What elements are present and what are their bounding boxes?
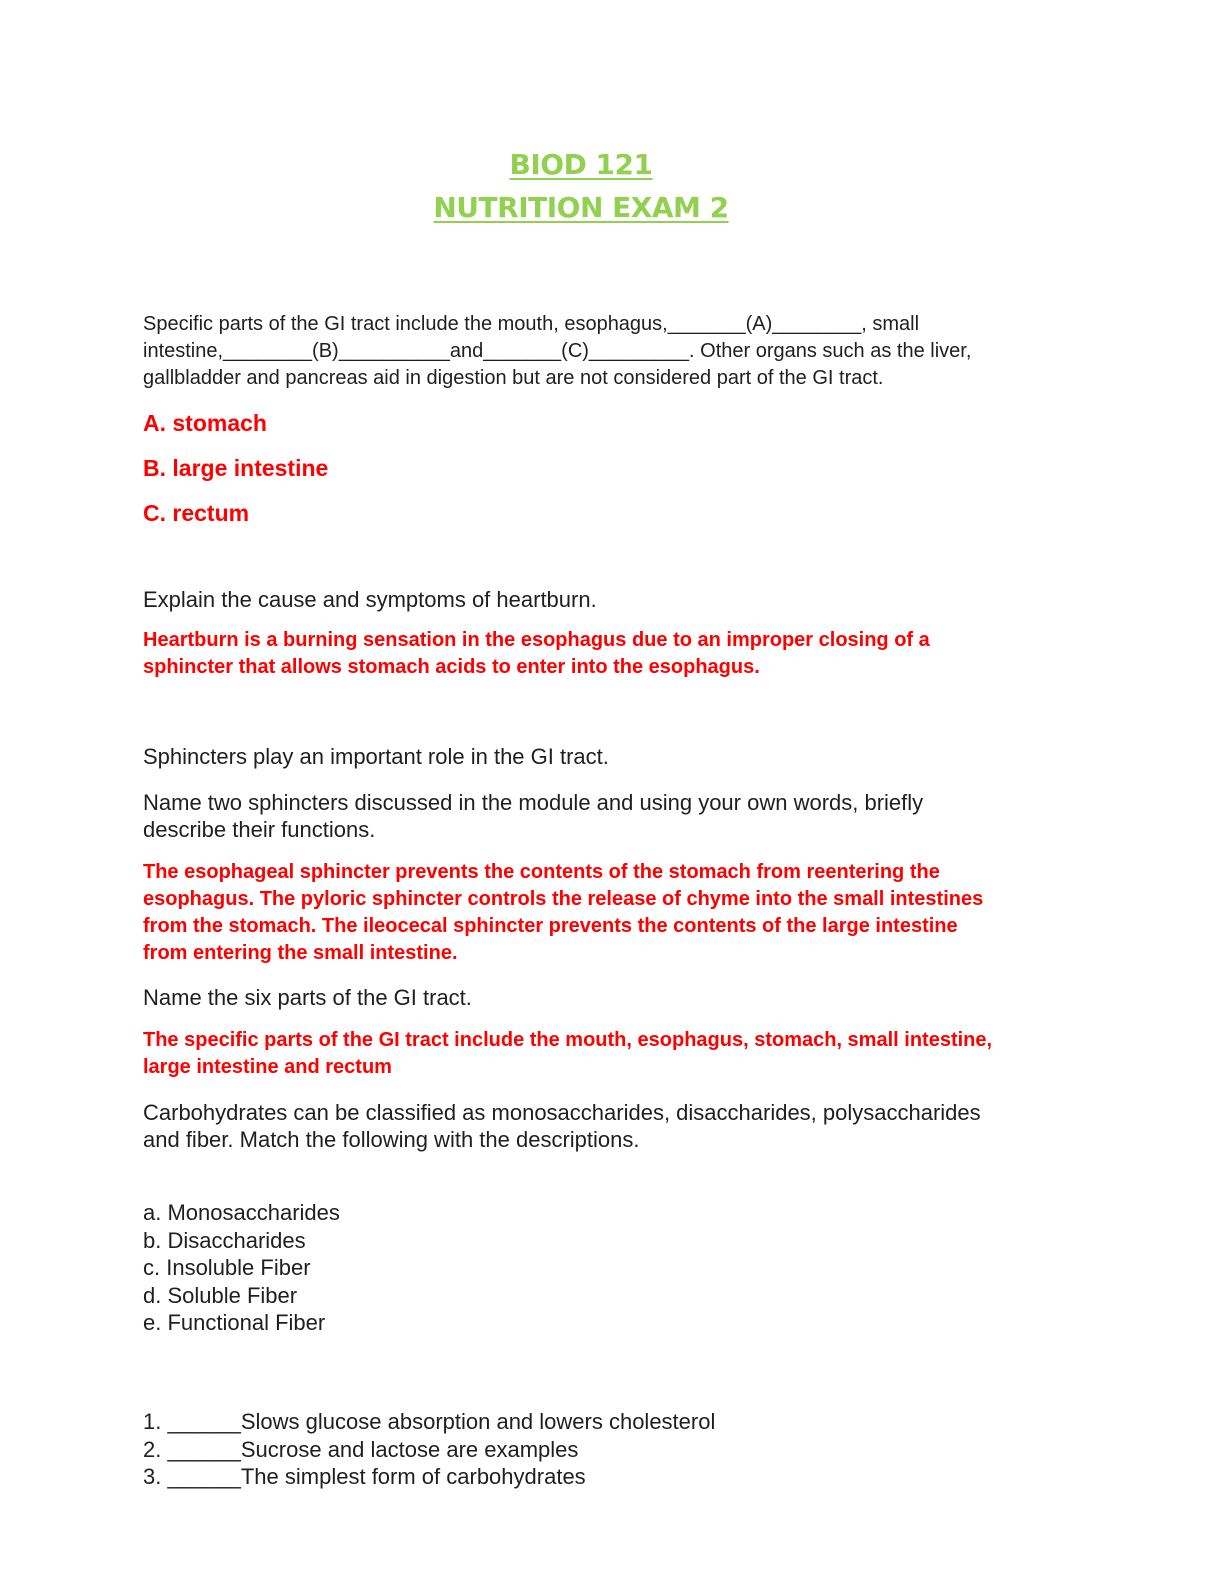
question-1-line: gallbladder and pancreas aid in digestion but are not considered part of the GI tract.	[143, 367, 884, 389]
question-5-line: and fiber. Match the following with the descriptions.	[143, 1127, 640, 1152]
match-item: 3. ______The simplest form of carbohydrates	[143, 1464, 586, 1489]
matching-items	[143, 1408, 715, 1491]
answer-c: C. rectum	[143, 500, 250, 526]
answer-3-line: from entering the small intestine.	[143, 942, 458, 964]
answer-a: A. stomach	[143, 410, 267, 436]
answer-4-line: The specific parts of the GI tract include the mouth, esophagus, stomach, small intestine,	[143, 1029, 993, 1051]
question-4-text: Name the six parts of the GI tract.	[143, 985, 472, 1010]
option-item: c. Insoluble Fiber	[143, 1255, 311, 1280]
exam-title: NUTRITION EXAM 2	[433, 191, 729, 224]
question-3-line: Name two sphincters discussed in the module and using your own words, briefly	[143, 790, 924, 815]
option-item: e. Functional Fiber	[143, 1310, 326, 1335]
question-3-intro: Sphincters play an important role in the GI tract.	[143, 744, 609, 769]
answer-4-line: large intestine and rectum	[143, 1056, 392, 1078]
match-item: 1. ______Slows glucose absorption and lowers cholesterol	[143, 1409, 716, 1434]
question-2-text: Explain the cause and symptoms of heartburn.	[143, 587, 597, 612]
question-3-line: describe their functions.	[143, 817, 376, 842]
question-1-line: intestine,________(B)__________and_______(C)_________. Other organs such as the liver,	[143, 340, 972, 362]
answer-3-line: esophagus. The pyloric sphincter controls the release of chyme into the small intestines	[143, 888, 984, 910]
option-item: a. Monosaccharides	[143, 1200, 340, 1225]
answer-3-line: The esophageal sphincter prevents the contents of the stomach from reentering the	[143, 861, 940, 883]
question-1-text	[143, 311, 971, 392]
option-item: d. Soluble Fiber	[143, 1282, 298, 1308]
question-1-line: Specific parts of the GI tract include the mouth, esophagus,_______(A)________, small	[143, 313, 920, 335]
matching-options	[143, 1199, 340, 1337]
answer-2	[143, 627, 930, 681]
question-5-line: Carbohydrates can be classified as monosaccharides, disaccharides, polysaccharides	[143, 1100, 981, 1125]
answer-4	[143, 1027, 992, 1081]
match-item: 2. ______Sucrose and lactose are examples	[143, 1436, 579, 1462]
question-3-text	[143, 789, 923, 843]
answer-3	[143, 859, 983, 967]
answer-2-line: Heartburn is a burning sensation in the esophagus due to an improper closing of a	[143, 629, 930, 651]
course-title: BIOD 121	[509, 148, 653, 181]
answer-b: B. large intestine	[143, 455, 329, 481]
option-item: b. Disaccharides	[143, 1227, 306, 1253]
answer-2-line: sphincter that allows stomach acids to enter into the esophagus.	[143, 656, 760, 678]
answer-3-line: from the stomach. The ileocecal sphincter prevents the contents of the large intestine	[143, 915, 958, 937]
question-5-text	[143, 1099, 981, 1153]
